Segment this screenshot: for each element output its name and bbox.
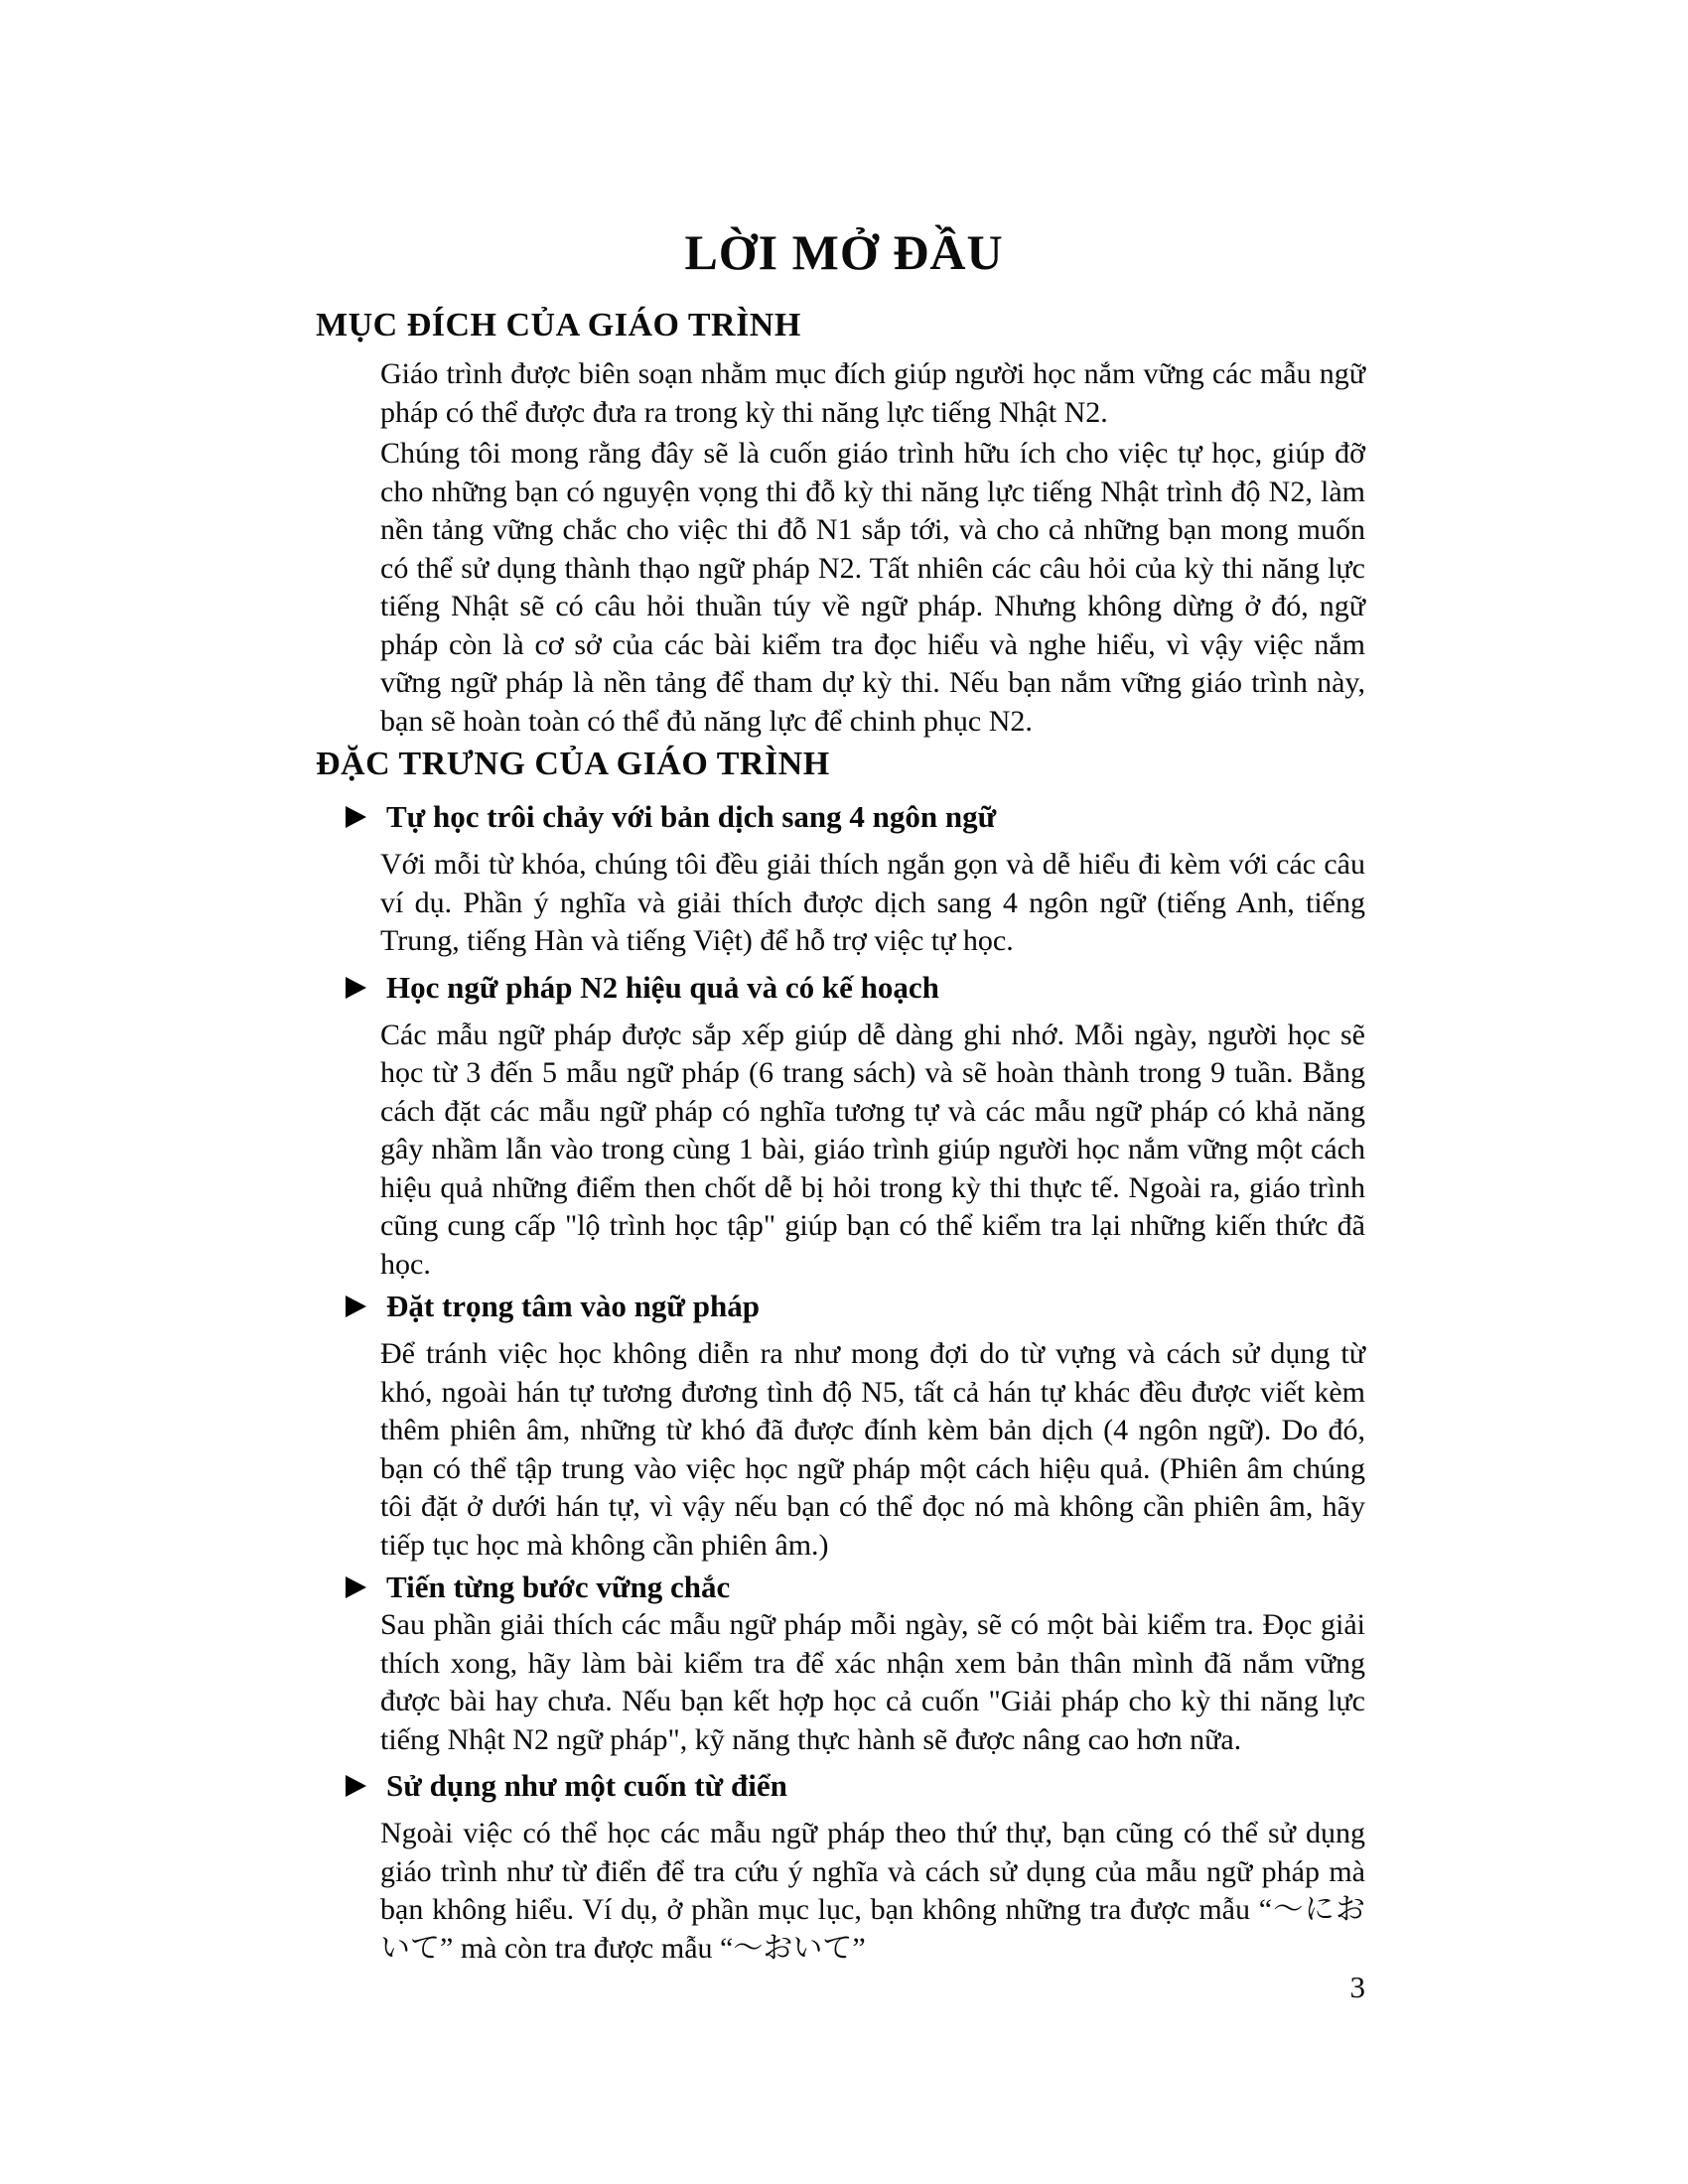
feature-title: Tiến từng bước vững chắc bbox=[386, 1570, 731, 1604]
feature-paragraph: Các mẫu ngữ pháp được sắp xếp giúp dễ dàng ghi nhớ. Mỗi ngày, người học sẽ học từ 3 đến 5 mẫu ngữ pháp (6 trang sách) và sẽ hoàn thành trong 9 tuần. Bằng cách đặt các mẫu ngữ pháp có nghĩa tương tự và các mẫu ngữ pháp có khả năng gây nhầm lẫn vào trong cùng 1 bài, giáo trình giúp người học nắm vững một cách hiệu quả những điểm then chốt dễ bị hỏi trong kỳ thi thực tế. Ngoài ra, giáo trình cũng cung cấp "lộ trình học tập" giúp bạn có thể kiểm tra lại những kiến thức đã học. bbox=[380, 1018, 1365, 1281]
feature-title: Học ngữ pháp N2 hiệu quả và có kế hoạch bbox=[386, 969, 939, 1005]
feature-paragraph: Với mỗi từ khóa, chúng tôi đều giải thích ngắn gọn và dễ hiểu đi kèm với các câu ví dụ. Phần ý nghĩa và giải thích được dịch sang 4 ngôn ngữ (tiếng Anh, tiếng Trung, tiếng Hàn và tiếng Việt) để hỗ trợ việc tự học. bbox=[380, 848, 1365, 957]
section-heading-purpose: MỤC ĐÍCH CỦA GIÁO TRÌNH bbox=[316, 307, 801, 343]
bullet-triangle-icon bbox=[346, 1296, 366, 1317]
feature-paragraph: Để tránh việc học không diễn ra như mong đợi do từ vựng và cách sử dụng từ khó, ngoài hán tự tương đương tình độ N5, tất cả hán tự khác đều được viết kèm thêm phiên âm, những từ khó đã được đính kèm bản dịch (4 ngôn ngữ). Do đó, bạn có thể tập trung vào việc học ngữ pháp một cách hiệu quả. (Phiên âm chúng tôi đặt ở dưới hán tự, vì vậy nếu bạn có thể đọc nó mà không cần phiên âm, hãy tiếp tục học mà không cần phiên âm.) bbox=[380, 1337, 1365, 1562]
feature-paragraph: Ngoài việc có thể học các mẫu ngữ pháp theo thứ thự, bạn cũng có thể sử dụng giáo trình như từ điển để tra cứu ý nghĩa và cách sử dụng của mẫu ngữ pháp mà bạn không hiểu. Ví dụ, ở phần mục lục, bạn không những tra được mẫu “〜において” mà còn tra được mẫu “〜おいて” bbox=[380, 1817, 1365, 1965]
purpose-paragraph: Giáo trình được biên soạn nhằm mục đích giúp người học nắm vững các mẫu ngữ pháp có thể được đưa ra trong kỳ thi năng lực tiếng Nhật N2. bbox=[380, 357, 1365, 429]
feature-heading bbox=[346, 1288, 1688, 1325]
feature-heading bbox=[346, 798, 1688, 836]
page-number: 3 bbox=[1349, 1970, 1365, 2004]
bullet-triangle-icon bbox=[346, 1576, 366, 1598]
page-title: LỜI MỞ ĐẦU bbox=[684, 224, 1004, 280]
feature-title: Tự học trôi chảy với bản dịch sang 4 ngôn ngữ bbox=[386, 799, 997, 834]
bullet-triangle-icon bbox=[346, 1775, 366, 1797]
feature-paragraph: Sau phần giải thích các mẫu ngữ pháp mỗi ngày, sẽ có một bài kiểm tra. Đọc giải thích xong, hãy làm bài kiểm tra để xác nhận xem bản thân mình đã nắm vững được bài hay chưa. Nếu bạn kết hợp học cả cuốn "Giải pháp cho kỳ thi năng lực tiếng Nhật N2 ngữ pháp", kỹ năng thực hành sẽ được nâng cao hơn nữa. bbox=[380, 1608, 1365, 1756]
section-heading-features: ĐẶC TRƯNG CỦA GIÁO TRÌNH bbox=[316, 746, 830, 782]
bullet-triangle-icon bbox=[346, 977, 366, 999]
feature-title: Đặt trọng tâm vào ngữ pháp bbox=[386, 1289, 760, 1323]
feature-heading bbox=[346, 969, 1688, 1007]
feature-heading bbox=[346, 1569, 1688, 1606]
purpose-paragraph: Chúng tôi mong rằng đây sẽ là cuốn giáo trình hữu ích cho việc tự học, giúp đỡ cho những bạn có nguyện vọng thi đỗ kỳ thi năng lực tiếng Nhật trình độ N2, làm nền tảng vững chắc cho việc thi đỗ N1 sắp tới, và cho cả những bạn mong muốn có thể sử dụng thành thạo ngữ pháp N2. Tất nhiên các câu hỏi của kỳ thi năng lực tiếng Nhật sẽ có câu hỏi thuần túy về ngữ pháp. Nhưng không dừng ở đó, ngữ pháp còn là cơ sở của các bài kiểm tra đọc hiểu và nghe hiểu, vì vậy việc nắm vững ngữ pháp là nền tảng để tham dự kỳ thi. Nếu bạn nắm vững giáo trình này, bạn sẽ hoàn toàn có thể đủ năng lực để chinh phục N2. bbox=[380, 437, 1365, 738]
feature-title: Sử dụng như một cuốn từ điển bbox=[386, 1768, 787, 1803]
feature-heading bbox=[346, 1767, 1688, 1805]
bullet-triangle-icon bbox=[346, 806, 366, 828]
